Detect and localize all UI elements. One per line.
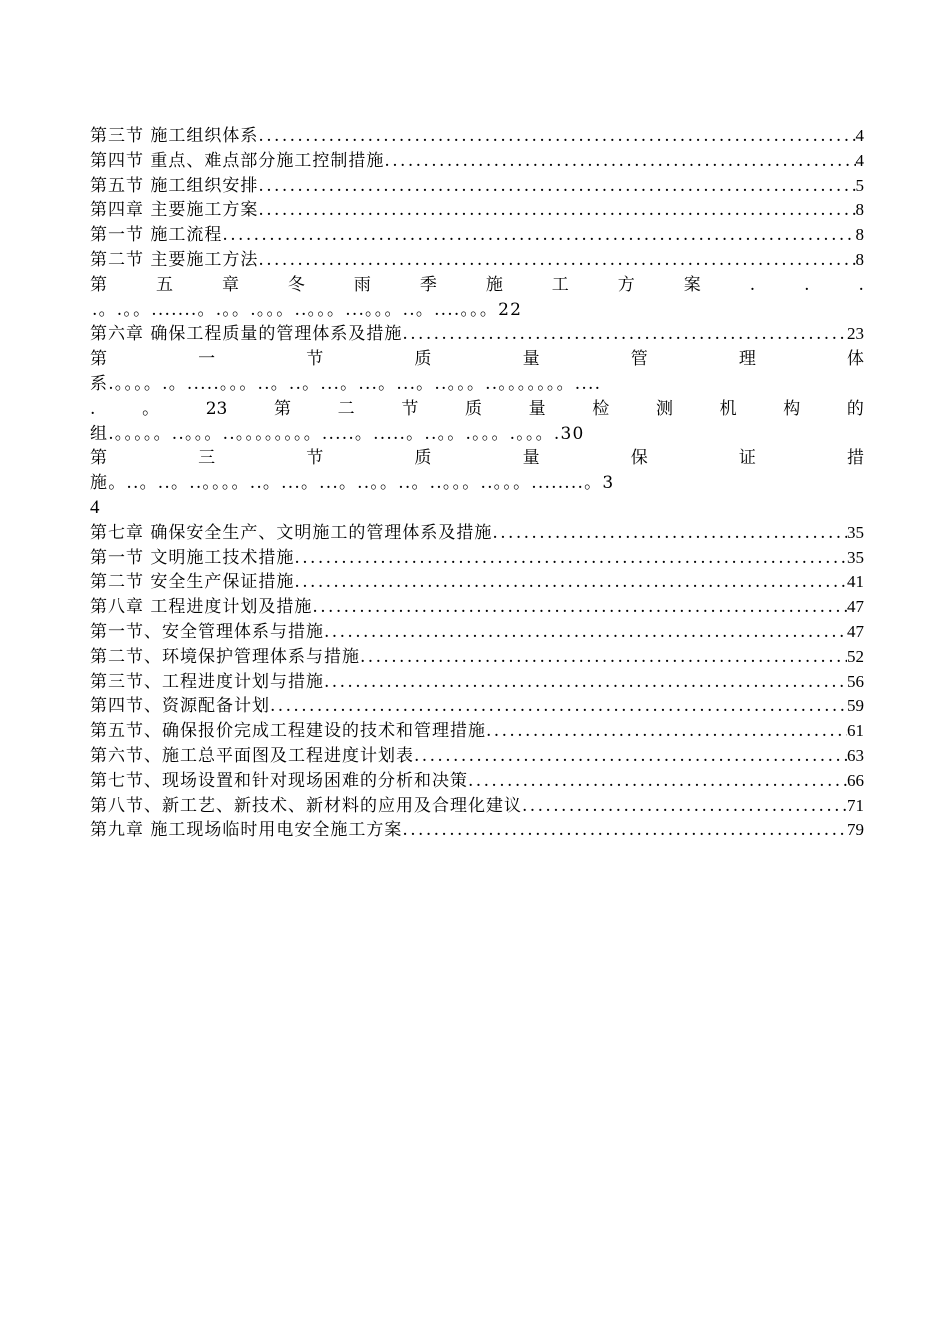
- toc-justified-word: 。: [142, 398, 160, 419]
- toc-dot-leader: [360, 645, 847, 670]
- toc-justified-word: 方: [617, 274, 635, 295]
- toc-dot-leader: [414, 744, 847, 769]
- toc-page-number: 8: [855, 249, 864, 269]
- toc-justified-word: 二: [337, 398, 355, 419]
- toc-justified-word: 第: [90, 448, 107, 469]
- toc-page-number: 61: [847, 721, 864, 741]
- toc-justified-word: 量: [522, 349, 540, 370]
- toc-justified-word: 第: [90, 274, 107, 295]
- toc-dot-leader: [294, 570, 847, 595]
- toc-entry[interactable]: [90, 595, 864, 620]
- toc-dot-leader: [522, 794, 847, 819]
- toc-entry-title: 第三节、工程进度计划与措施: [90, 671, 324, 692]
- toc-justified-word: 节: [306, 349, 324, 370]
- toc-entry[interactable]: [90, 198, 864, 223]
- toc-dot-leader: [258, 124, 855, 149]
- toc-entry-title: 第八章 工程进度计划及措施: [90, 597, 313, 618]
- toc-entry[interactable]: [90, 248, 864, 273]
- toc-entry-title: 第六节、施工总平面图及工程进度计划表: [90, 745, 414, 766]
- toc-page-number: 5: [855, 175, 864, 195]
- toc-dot-leader: [258, 174, 855, 199]
- toc-entry[interactable]: [90, 521, 864, 546]
- toc-line-chapter5-justified: [90, 273, 864, 298]
- toc-justified-word: 理: [738, 349, 756, 370]
- toc-line-quality-sec3-dots: [90, 471, 864, 496]
- toc-page-number: 35: [847, 547, 864, 567]
- toc-dot-leader: [270, 694, 847, 719]
- toc-page-tail: 4: [90, 496, 101, 518]
- toc-justified-word: 施: [485, 274, 503, 295]
- toc-entry-title: 第八节、新工艺、新技术、新材料的应用及合理化建议: [90, 795, 522, 816]
- toc-justified-word: 构: [783, 398, 801, 419]
- toc-group-b: [90, 521, 864, 843]
- toc-entry-title: 第九章 施工现场临时用电安全施工方案: [90, 820, 403, 841]
- toc-entry[interactable]: [90, 620, 864, 645]
- toc-justified-word: 节: [306, 448, 324, 469]
- toc-dot-leader: [468, 769, 847, 794]
- toc-page-number: 4: [855, 150, 864, 170]
- toc-justified-word: 措: [846, 448, 864, 469]
- toc-dot-leader: [258, 198, 855, 223]
- toc-justified-word: 第: [274, 398, 292, 419]
- toc-entry-title: 第四章 主要施工方案: [90, 200, 259, 221]
- toc-page-number: 71: [847, 795, 864, 815]
- toc-entry-title: 第五节 施工组织安排: [90, 175, 259, 196]
- toc-line-quality-sec3-justified: [90, 446, 864, 471]
- toc-page-number: 47: [847, 597, 864, 617]
- toc-entry-title: 第四节 重点、难点部分施工控制措施: [90, 150, 385, 171]
- toc-entry[interactable]: [90, 223, 864, 248]
- toc-justified-word: 一: [198, 349, 216, 370]
- toc-line-quality-sec2-justified: [90, 397, 864, 422]
- toc-page-number: 4: [855, 126, 864, 145]
- toc-entry[interactable]: [90, 645, 864, 670]
- toc-justified-word: 案: [683, 274, 701, 295]
- toc-dots-text: .。.。。.......。.。。.。。。..。。。...。。。..。....。。。22: [92, 299, 523, 320]
- toc-page-number: 41: [847, 572, 864, 592]
- toc-justified-word: 测: [655, 398, 673, 419]
- toc-dot-leader: [222, 223, 855, 248]
- toc-page-number: 52: [847, 646, 864, 666]
- toc-justified-word: 检: [592, 398, 610, 419]
- toc-entry[interactable]: [90, 546, 864, 571]
- toc-entry-title: 第一节 施工流程: [90, 225, 223, 246]
- toc-justified-word: .: [804, 274, 810, 295]
- toc-justified-word: 体: [846, 349, 864, 370]
- toc-dots-text: 施。..。..。..。。。。..。...。...。..。。..。..。。。..。。。........。3: [90, 473, 615, 494]
- toc-entry-title: 第七节、现场设置和针对现场困难的分析和决策: [90, 770, 468, 791]
- toc-entry-title: 第三节 施工组织体系: [90, 126, 259, 146]
- toc-dots-text: 组.。。。。。..。。。..。。。。。。。。.....。.....。..。。.。。。.。。。.30: [90, 423, 585, 444]
- toc-entry[interactable]: [90, 670, 864, 695]
- toc-justified-word: 质: [414, 349, 432, 370]
- toc-justified-word: .: [858, 274, 864, 295]
- toc-group-a: [90, 124, 864, 273]
- toc-entry-title: 第六章 确保工程质量的管理体系及措施: [90, 324, 403, 345]
- toc-entry[interactable]: [90, 744, 864, 769]
- toc-line-quality-sec1-dots: [90, 372, 864, 397]
- toc-line-chapter5-dots: [90, 298, 864, 323]
- toc-page-number: 66: [847, 770, 864, 790]
- toc-justified-word: 工: [551, 274, 569, 295]
- toc-entry[interactable]: [90, 694, 864, 719]
- toc-entry[interactable]: [90, 570, 864, 595]
- toc-dot-leader: [402, 322, 847, 347]
- toc-dot-leader: [258, 248, 855, 273]
- toc-page-number: 47: [847, 621, 864, 641]
- toc-entry[interactable]: [90, 769, 864, 794]
- toc-justified-word: 五: [155, 274, 173, 295]
- toc-entry-title: 第一节 文明施工技术措施: [90, 547, 295, 568]
- toc-line-quality-sec2-dots: [90, 422, 864, 447]
- toc-page-number: 79: [847, 820, 864, 840]
- toc-entry[interactable]: [90, 124, 864, 149]
- toc-entry-title: 第五节、确保报价完成工程建设的技术和管理措施: [90, 721, 486, 742]
- toc-entry[interactable]: [90, 794, 864, 819]
- toc-justified-word: 的: [846, 398, 864, 419]
- toc-page-number: 8: [855, 225, 864, 245]
- toc-entry-title: 第七章 确保安全生产、文明施工的管理体系及措施: [90, 522, 493, 543]
- toc-dot-leader: [486, 719, 847, 744]
- toc-dot-leader: [324, 620, 847, 645]
- toc-line-quality-sec3-tail: [90, 496, 864, 521]
- toc-justified-word: 质: [464, 398, 482, 419]
- toc-dot-leader: [384, 149, 855, 174]
- toc-justified-word: 保: [630, 448, 648, 469]
- toc-justified-word: 三: [198, 448, 216, 469]
- toc-justified-word: 节: [401, 398, 419, 419]
- toc-line-quality-sec1-justified: [90, 347, 864, 372]
- table-of-contents: [90, 124, 864, 843]
- toc-justified-word: 质: [414, 448, 432, 469]
- toc-justified-word: 证: [738, 448, 756, 469]
- toc-entry[interactable]: [90, 149, 864, 174]
- toc-dot-leader: [492, 521, 847, 546]
- toc-page-number: 56: [847, 671, 864, 691]
- toc-justified-word: 量: [522, 448, 540, 469]
- toc-entry-title: 第二节 安全生产保证措施: [90, 572, 295, 593]
- toc-entry[interactable]: [90, 322, 864, 347]
- toc-page-number: 23: [847, 324, 864, 344]
- toc-justified-word: 雨: [353, 274, 371, 295]
- toc-page-number: 59: [847, 696, 864, 716]
- toc-entry-title: 第二节、环境保护管理体系与措施: [90, 646, 360, 667]
- toc-entry-title: 第一节、安全管理体系与措施: [90, 621, 324, 642]
- toc-justified-word: 季: [419, 274, 437, 295]
- toc-page-number: 35: [847, 522, 864, 542]
- toc-justified-word: 管: [630, 349, 648, 370]
- toc-dot-leader: [324, 670, 847, 695]
- toc-entry-title: 第四节、资源配备计划: [90, 696, 270, 717]
- toc-justified-word: 冬: [287, 274, 305, 295]
- toc-justified-word: 机: [719, 398, 737, 419]
- toc-dot-leader: [402, 818, 847, 843]
- toc-justified-word: .: [90, 398, 96, 419]
- toc-page-number: 8: [855, 200, 864, 220]
- toc-justified-word: 第: [90, 349, 107, 370]
- toc-justified-word: 23: [205, 398, 228, 419]
- toc-justified-word: 量: [528, 398, 546, 419]
- toc-entry[interactable]: [90, 818, 864, 843]
- toc-dots-text: 系.。。。。.。.....。。。..。..。...。...。...。..。。。..。。。。。。。....: [90, 373, 602, 394]
- toc-entry[interactable]: [90, 719, 864, 744]
- toc-entry[interactable]: [90, 174, 864, 199]
- toc-entry-title: 第二节 主要施工方法: [90, 249, 259, 270]
- toc-justified-word: .: [749, 274, 756, 295]
- toc-dot-leader: [312, 595, 847, 620]
- toc-dot-leader: [294, 546, 847, 571]
- toc-justified-word: 章: [221, 274, 239, 295]
- toc-page-number: 63: [847, 745, 864, 765]
